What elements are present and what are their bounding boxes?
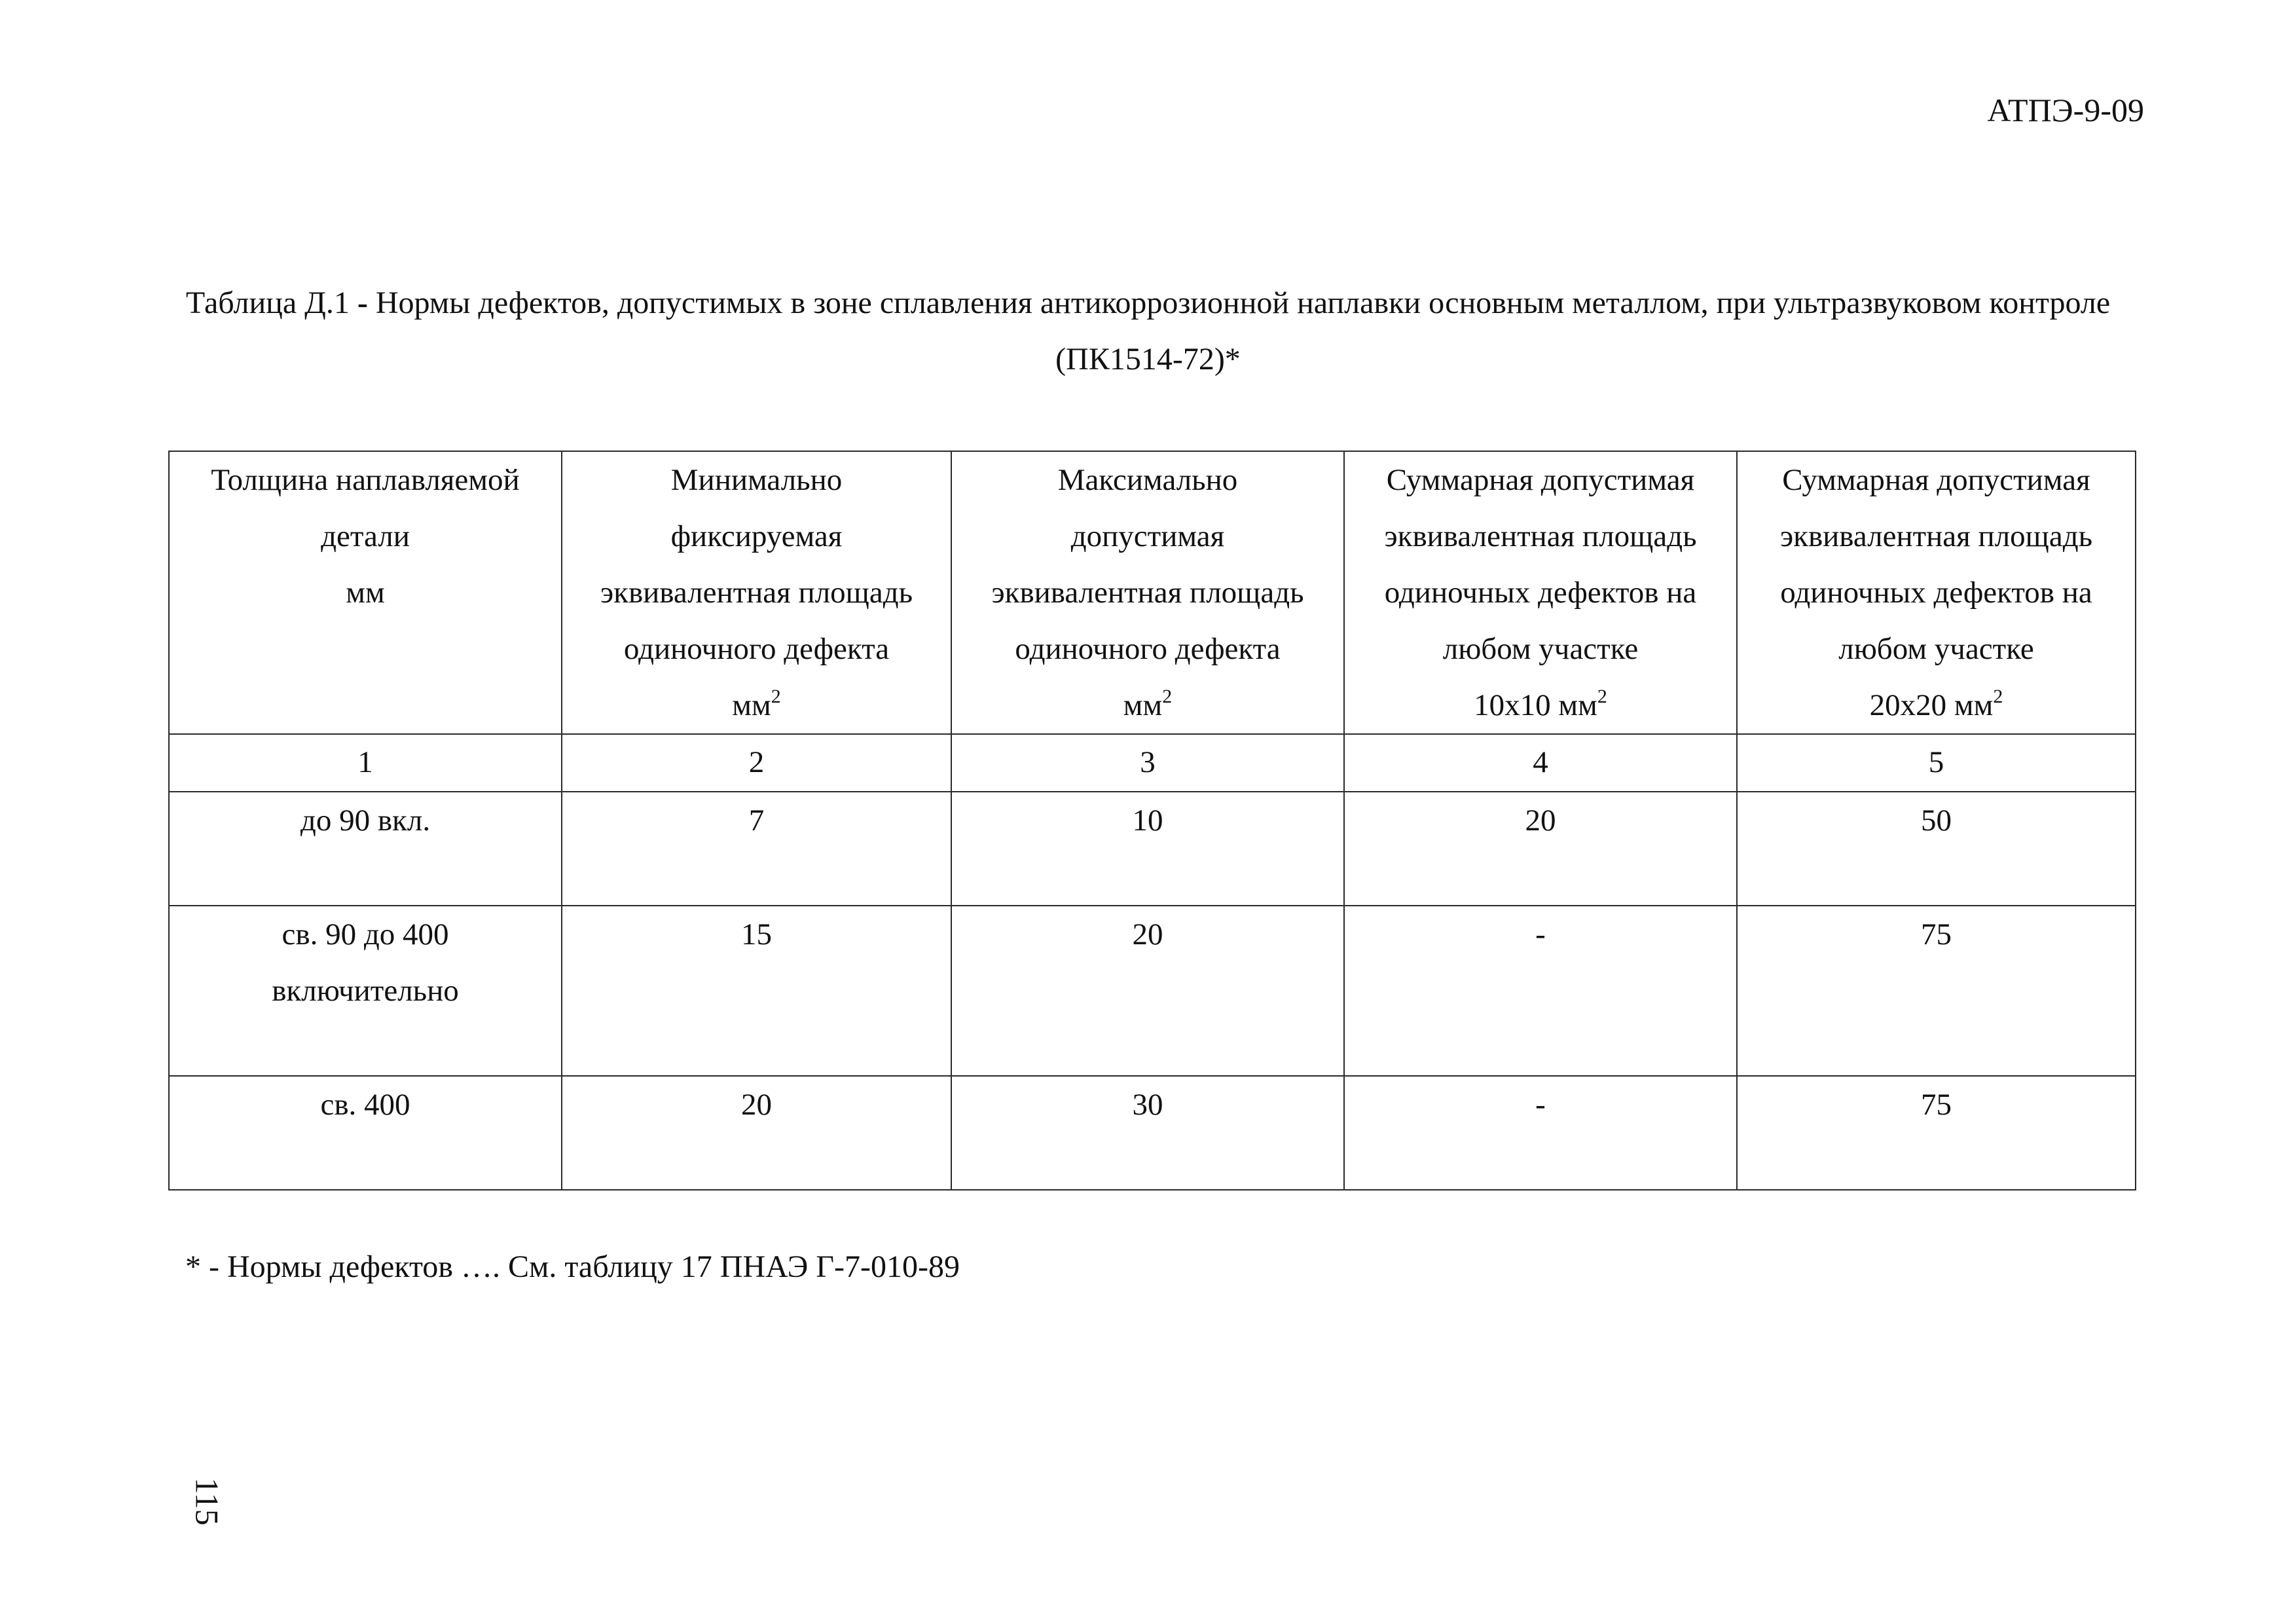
- document-code: АТПЭ-9-09: [1987, 92, 2144, 128]
- value-cell: 50: [1737, 792, 2136, 906]
- value-cell: 15: [562, 906, 951, 1076]
- column-number: 3: [951, 734, 1344, 792]
- table-caption-separator: -: [357, 286, 368, 320]
- thickness-line: св. 90 до 400: [282, 917, 449, 951]
- header-line: Минимально: [670, 463, 843, 497]
- thickness-cell: [169, 1076, 562, 1190]
- header-line: эквивалентная площадь: [600, 576, 913, 610]
- column-number: 2: [562, 734, 951, 792]
- value-cell: 20: [951, 906, 1344, 1076]
- column-number-row: [169, 734, 2136, 792]
- table-footnote: * - Нормы дефектов …. См. таблицу 17 ПНАЭ Г-7-010-89: [185, 1249, 960, 1284]
- header-line: эквивалентная площадь: [1384, 519, 1697, 553]
- table-caption: [164, 275, 2132, 388]
- value-cell: 75: [1737, 1076, 2136, 1190]
- value-cell: 10: [951, 792, 1344, 906]
- header-cell-sum-area-10: [1344, 451, 1737, 734]
- header-line: мм: [346, 576, 385, 610]
- header-line: Максимально: [1057, 463, 1238, 497]
- page-number: 115: [189, 1477, 226, 1526]
- thickness-line: включительно: [272, 974, 459, 1008]
- header-line: одиночных дефектов на: [1780, 576, 2092, 610]
- header-line: одиночного дефекта: [1015, 632, 1281, 666]
- header-line: любом участке: [1442, 632, 1639, 666]
- value-cell: 75: [1737, 906, 2136, 1076]
- header-unit-line: [1349, 677, 1732, 733]
- header-line: детали: [321, 519, 410, 553]
- header-cell-max-area: [951, 451, 1344, 734]
- header-line: допустимая: [1070, 519, 1225, 553]
- value-cell: 20: [562, 1076, 951, 1190]
- header-unit: мм: [1123, 688, 1163, 722]
- header-line: Толщина наплавляемой: [211, 463, 520, 497]
- defect-norms-table: [168, 451, 2136, 1190]
- table-row: [169, 792, 2136, 906]
- header-line: одиночных дефектов на: [1384, 576, 1697, 610]
- unit-exponent: 2: [1993, 686, 2003, 708]
- thickness-line: до 90 вкл.: [300, 803, 431, 838]
- table-caption-title: Нормы дефектов, допустимых в зоне сплавления антикоррозионной наплавки основным металлом, при ультразвуковом контроле (ПК1514-72)*: [375, 286, 2111, 377]
- value-cell: -: [1344, 906, 1737, 1076]
- header-cell-sum-area-20: [1737, 451, 2136, 734]
- header-line: любом участке: [1838, 632, 2034, 666]
- header-cell-thickness: [169, 451, 562, 734]
- thickness-line: св. 400: [320, 1088, 410, 1122]
- value-cell: 7: [562, 792, 951, 906]
- header-line: одиночного дефекта: [623, 632, 890, 666]
- column-number: 5: [1737, 734, 2136, 792]
- header-line: эквивалентная площадь: [1779, 519, 2093, 553]
- header-line: Суммарная допустимая: [1386, 463, 1695, 497]
- value-cell: 20: [1344, 792, 1737, 906]
- header-unit: 20х20 мм: [1869, 688, 1994, 722]
- table-row: [169, 906, 2136, 1076]
- header-line: Суммарная допустимая: [1782, 463, 2090, 497]
- thickness-cell: [169, 906, 562, 1076]
- header-unit: мм: [732, 688, 771, 722]
- header-unit-line: [566, 677, 947, 733]
- column-number: 1: [169, 734, 562, 792]
- column-number: 4: [1344, 734, 1737, 792]
- unit-exponent: 2: [1162, 686, 1173, 708]
- header-unit: 10х10 мм: [1474, 688, 1597, 722]
- unit-exponent: 2: [1597, 686, 1607, 708]
- header-unit-line: [956, 677, 1339, 733]
- unit-exponent: 2: [771, 686, 781, 708]
- header-unit-line: [1741, 677, 2131, 733]
- header-line: фиксируемая: [670, 519, 843, 553]
- header-cell-min-area: [562, 451, 951, 734]
- thickness-cell: [169, 792, 562, 906]
- table-caption-label: Таблица Д.1: [185, 286, 350, 320]
- header-line: эквивалентная площадь: [991, 576, 1304, 610]
- table-header-row: [169, 451, 2136, 734]
- table-row: [169, 1076, 2136, 1190]
- value-cell: -: [1344, 1076, 1737, 1190]
- value-cell: 30: [951, 1076, 1344, 1190]
